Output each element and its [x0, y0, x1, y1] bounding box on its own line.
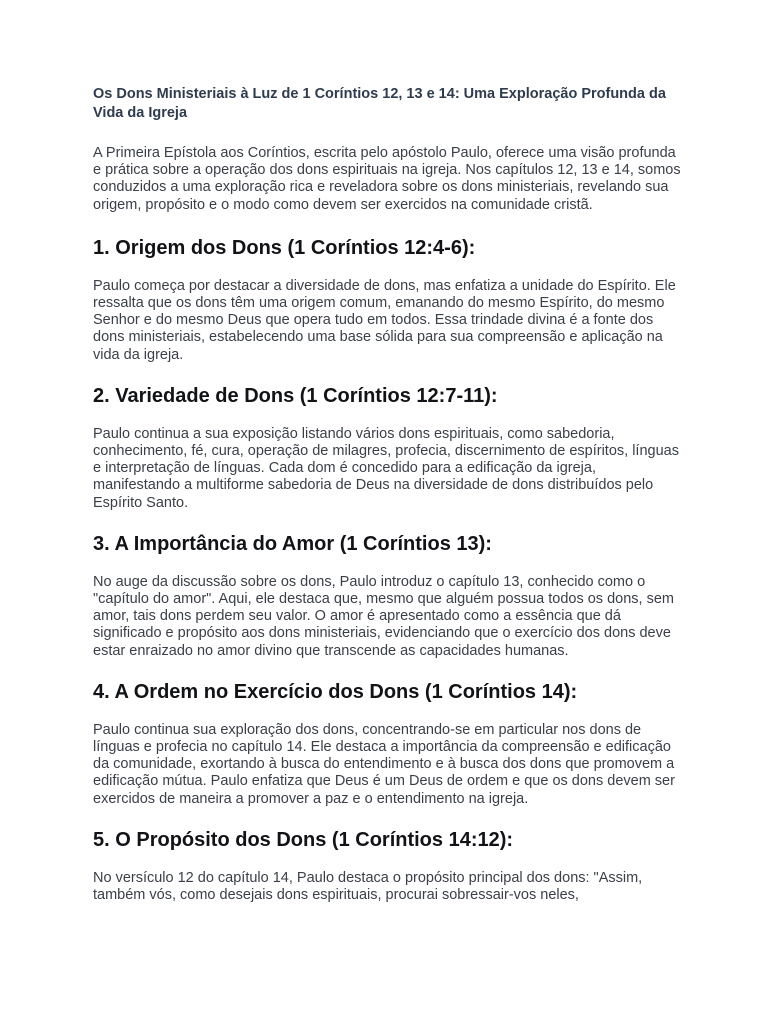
- section-proposito: [93, 828, 683, 904]
- section-body: No versículo 12 do capítulo 14, Paulo destaca o propósito principal dos dons: "Assim, também vós, como desejais dons espirituais, procurai sobressair-vos neles,: [93, 869, 643, 904]
- section-heading: 4. A Ordem no Exercício dos Dons (1 Coríntios 14):: [93, 680, 578, 703]
- section-amor: [93, 532, 683, 660]
- section-ordem: [93, 680, 683, 808]
- section-body: Paulo começa por destacar a diversidade de dons, mas enfatiza a unidade do Espírito. Ele ressalta que os dons têm uma origem comum, emanando do mesmo Espírito, do mesmo Senhor e do mesmo Deus que opera tudo em todos. Essa trindade divina é a fonte dos dons ministeriais, estabelecendo uma base sólida para sua compreensão e aplicação na vida da igreja.: [93, 277, 676, 363]
- section-body: No auge da discussão sobre os dons, Paulo introduz o capítulo 13, conhecido como o "capítulo do amor". Aqui, ele destaca que, mesmo que alguém possua todos os dons, sem amor, tais dons perdem seu valor. O amor é apresentado como a essência que dá significado e propósito aos dons ministeriais, evidenciando que o exercício dos dons deve estar enraizado no amor divino que transcende as capacidades humanas.: [93, 573, 674, 659]
- section-heading: 2. Variedade de Dons (1 Coríntios 12:7-11):: [93, 384, 498, 407]
- section-body: Paulo continua sua exploração dos dons, concentrando-se em particular nos dons de línguas e profecia no capítulo 14. Ele destaca a importância da compreensão e edificação da comunidade, exortando à busca do entendimento e à busca dos dons que promovem a edificação mútua. Paulo enfatiza que Deus é um Deus de ordem e que os dons devem ser exercidos de maneira a promover a paz e o entendimento na igreja.: [93, 721, 675, 807]
- section-heading: 3. A Importância do Amor (1 Coríntios 13):: [93, 532, 492, 555]
- section-heading: 1. Origem dos Dons (1 Coríntios 12:4-6):: [93, 236, 476, 259]
- section-body: Paulo continua a sua exposição listando vários dons espirituais, como sabedoria, conhecimento, fé, cura, operação de milagres, profecia, discernimento de espíritos, línguas e interpretação de línguas. Cada dom é concedido para a edificação da igreja, manifestando a multiforme sabedoria de Deus na diversidade de dons distribuídos pelo Espírito Santo.: [93, 425, 679, 511]
- document-title: Os Dons Ministeriais à Luz de 1 Coríntios 12, 13 e 14: Uma Exploração Profunda da Vida da Igreja: [93, 86, 666, 121]
- intro-paragraph: A Primeira Epístola aos Coríntios, escrita pelo apóstolo Paulo, oferece uma visão profunda e prática sobre a operação dos dons espirituais na igreja. Nos capítulos 12, 13 e 14, somos conduzidos a uma exploração rica e reveladora sobre os dons ministeriais, revelando sua origem, propósito e o modo como devem ser exercidos na comunidade cristã.: [93, 145, 681, 213]
- section-origem: [93, 236, 683, 364]
- section-variedade: [93, 384, 683, 512]
- section-heading: 5. O Propósito dos Dons (1 Coríntios 14:12):: [93, 828, 514, 851]
- document-page: [93, 85, 683, 924]
